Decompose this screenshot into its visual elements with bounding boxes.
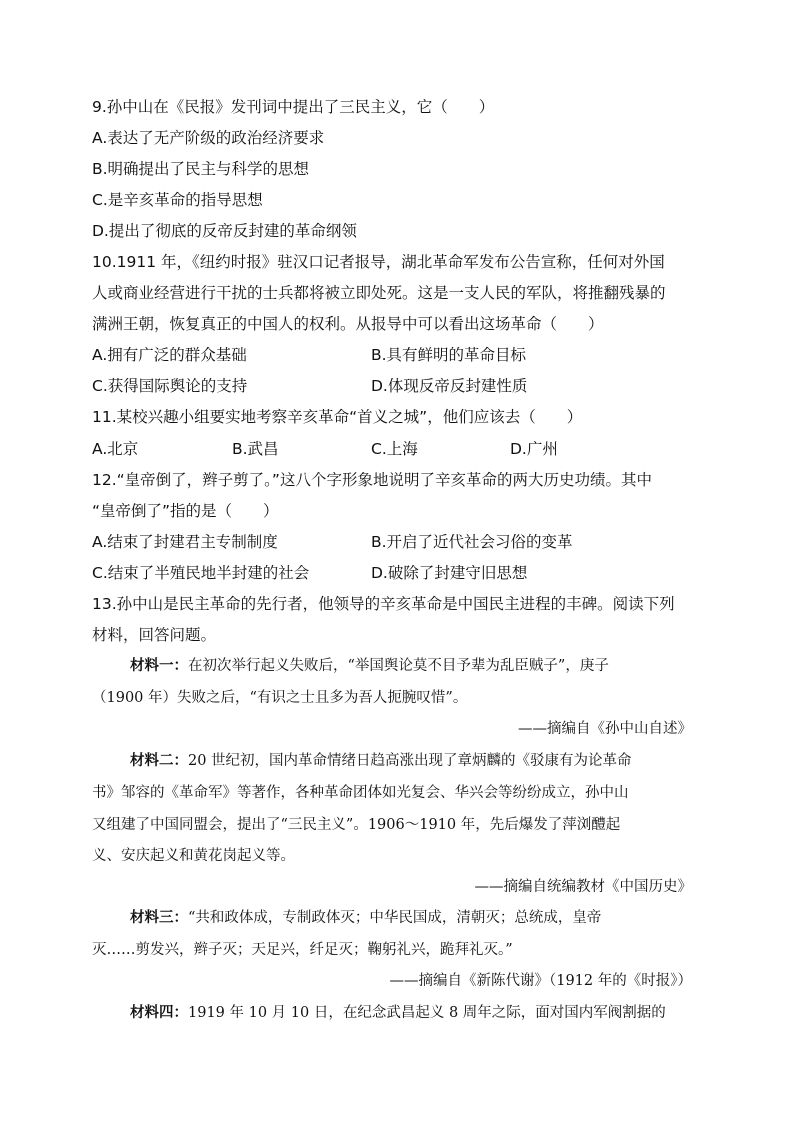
- material-3-label: 材料三：: [130, 909, 188, 926]
- question-12-option-c: C.结束了半殖民地半封建的社会: [92, 564, 310, 582]
- material-1-line-2: （1900 年）失败之后，“有识之士且多为吾人扼腕叹惜”。: [92, 690, 468, 706]
- material-3-line-2: 灭……剪发兴，辫子灭；天足兴，纤足灭；鞠躬礼兴，跪拜礼灭。”: [92, 942, 513, 958]
- material-2-line-3: 又组建了中国同盟会，提出了“三民主义”。1906～1910 年，先后爆发了萍浏醴起: [92, 817, 621, 833]
- material-2-line-4: 义、安庆起义和黄花岗起义等。: [92, 848, 295, 864]
- material-4-line-1: 材料四：1919 年 10 月 10 日，在纪念武昌起义 8 周年之际，面对国内军阀割据的: [130, 1004, 666, 1021]
- question-10-stem-line-2: 人或商业经营进行干扰的士兵都将被立即处死。这是一支人民的军队，将推翻残暴的: [92, 284, 666, 302]
- question-12-stem-line-2: “皇帝倒了”指的是（ ）: [92, 502, 279, 520]
- material-1-line-1: 材料一：在初次举行起义失败后，“举国舆论莫不目予辈为乱臣贼子”，庚子: [130, 657, 609, 674]
- question-12-stem-line-1: 12.“皇帝倒了，辫子剪了。”这八个字形象地说明了辛亥革命的两大历史功绩。其中: [92, 471, 652, 489]
- material-2-source: ——摘编自统编教材《中国历史》: [474, 879, 692, 895]
- question-12-option-b: B.开启了近代社会习俗的变革: [371, 533, 573, 551]
- question-11-option-a: A.北京: [92, 440, 139, 458]
- question-11-option-b: B.武昌: [232, 440, 279, 458]
- question-9-option-b: B.明确提出了民主与科学的思想: [92, 160, 310, 178]
- material-1-source: ——摘编自《孙中山自述》: [518, 721, 692, 737]
- question-11-option-d: D.广州: [510, 440, 558, 458]
- question-13-stem-line-2: 材料，回答问题。: [92, 626, 217, 644]
- question-13-stem-line-1: 13.孙中山是民主革命的先行者，他领导的辛亥革命是中国民主进程的丰碑。阅读下列: [92, 595, 675, 613]
- question-10-option-a: A.拥有广泛的群众基础: [92, 346, 247, 364]
- question-9-option-c: C.是辛亥革命的指导思想: [92, 191, 263, 209]
- question-10-stem-line-1: 10.1911 年，《纽约时报》驻汉口记者报导，湖北革命军发布公告宣称，任何对外国: [92, 253, 665, 271]
- question-12-option-a: A.结束了封建君主专制制度: [92, 533, 278, 551]
- material-3-source: ——摘编自《新陈代谢》（1912 年的《时报》）: [389, 973, 692, 989]
- material-2-line-2: 书》邹容的《革命军》等著作，各种革命团体如光复会、华兴会等纷纷成立，孙中山: [92, 785, 629, 801]
- question-9-stem: 9.孙中山在《民报》发刊词中提出了三民主义，它（ ）: [92, 98, 495, 116]
- question-11-stem: 11.某校兴趣小组要实地考察辛亥革命“首义之城”，他们应该去（ ）: [92, 408, 583, 426]
- question-12-option-d: D.破除了封建守旧思想: [371, 564, 528, 582]
- material-4-label: 材料四：: [130, 1004, 188, 1021]
- question-9-option-a: A.表达了无产阶级的政治经济要求: [92, 129, 325, 147]
- question-10-option-c: C.获得国际舆论的支持: [92, 377, 248, 395]
- question-10-option-b: B.具有鲜明的革命目标: [371, 346, 527, 364]
- question-10-option-d: D.体现反帝反封建性质: [371, 377, 528, 395]
- question-11-option-c: C.上海: [371, 440, 418, 458]
- material-1-label: 材料一：: [130, 657, 188, 674]
- material-2-label: 材料二：: [130, 752, 188, 769]
- material-2-line-1: 材料二：20 世纪初，国内革命情绪日趋高涨出现了章炳麟的《驳康有为论革命: [130, 752, 632, 769]
- question-9-option-d: D.提出了彻底的反帝反封建的革命纲领: [92, 222, 357, 240]
- question-10-stem-line-3: 满洲王朝，恢复真正的中国人的权利。从报导中可以看出这场革命（ ）: [92, 315, 604, 333]
- material-3-line-1: 材料三：“共和政体成，专制政体灭；中华民国成，清朝灭；总统成，皇帝: [130, 909, 602, 926]
